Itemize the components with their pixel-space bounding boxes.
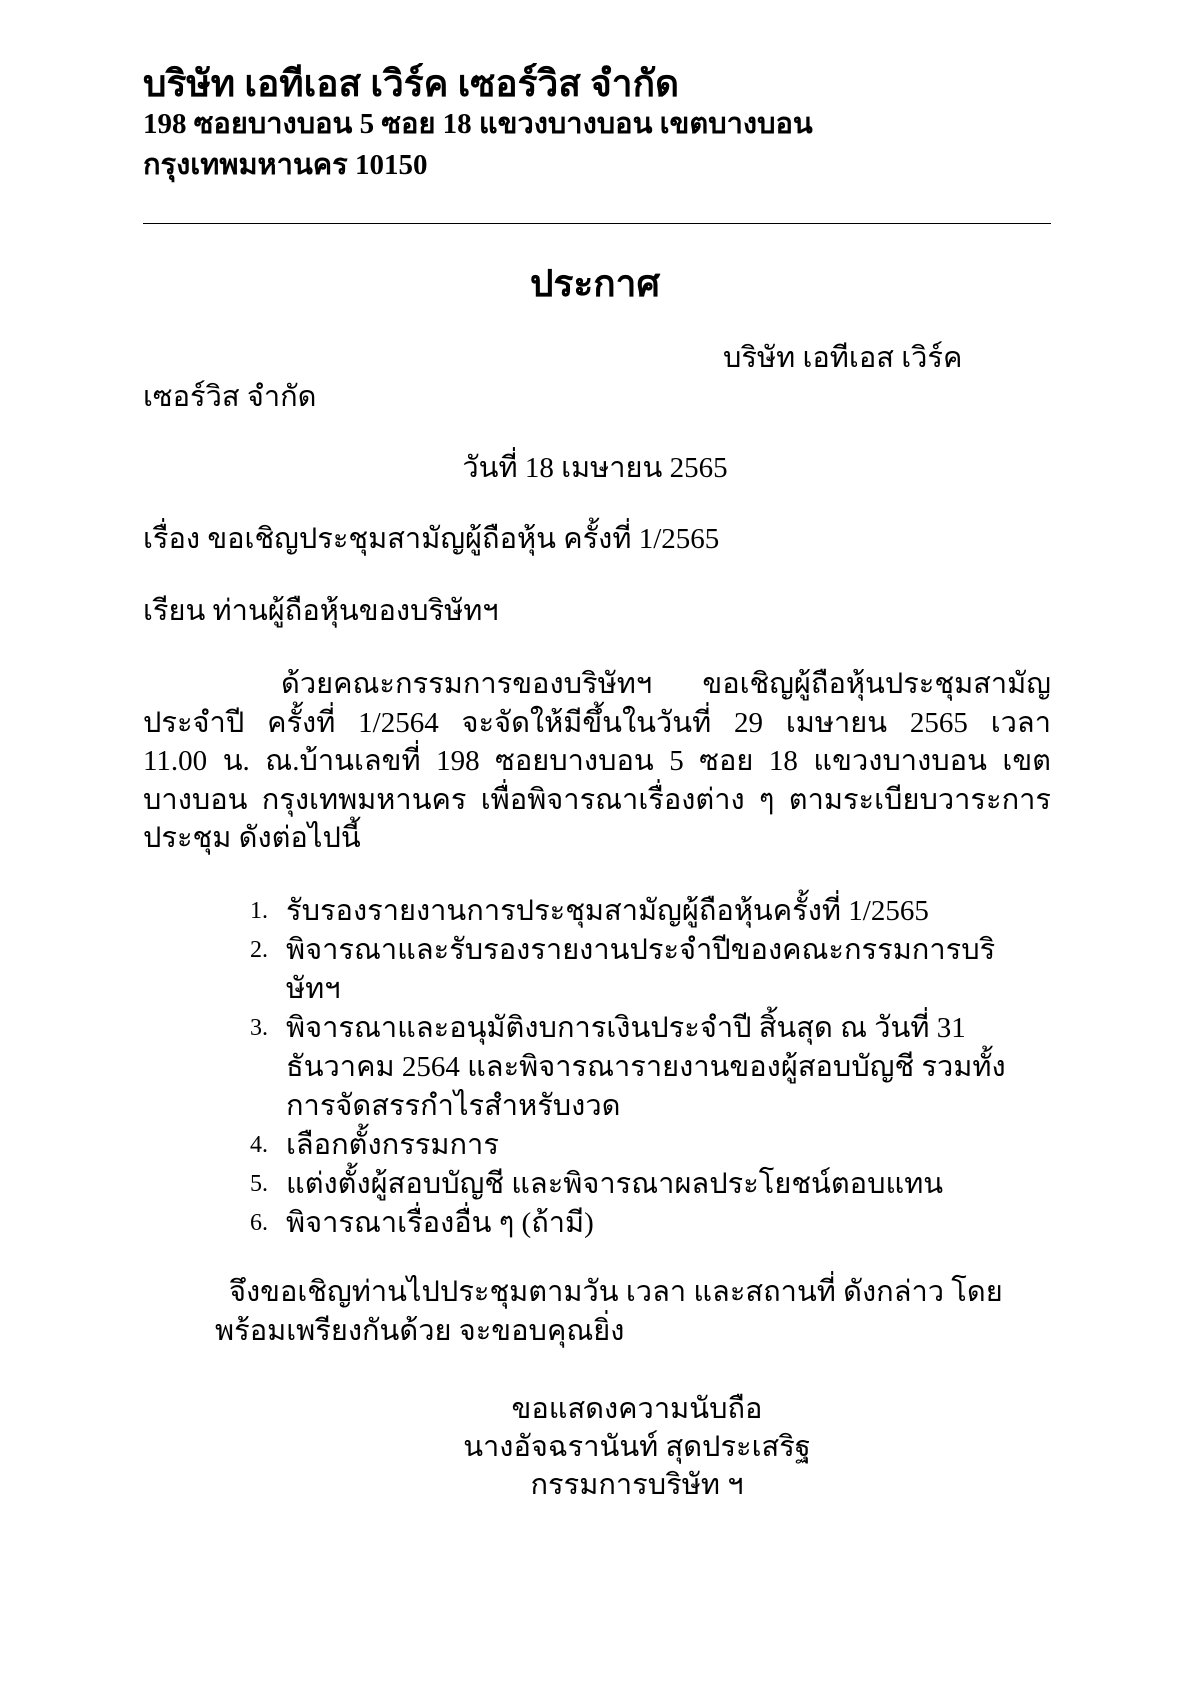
paragraph-line: บางบอน กรุงเทพมหานคร เพื่อพิจารณาเรื่องต่าง ๆ ตามระเบียบวาระการ — [143, 783, 1051, 816]
signatory-name: นางอัจฉรานันท์ สุดประเสริฐ — [463, 1431, 811, 1463]
paragraph-line: 11.00 น. ณ.บ้านเลขที่ 198 ซอยบางบอน 5 ซอย 18 แขวงบางบอน เขต — [143, 745, 1051, 777]
agenda-item-text: ธันวาคม 2564 และพิจารณารายงานของผู้สอบบัญชี รวมทั้ง — [286, 1051, 1006, 1083]
agenda-item-number: 4. — [250, 1132, 268, 1158]
closing-line: จึงขอเชิญท่านไปประชุมตามวัน เวลา และสถานที่ ดังกล่าว โดย — [229, 1276, 1003, 1308]
agenda-item — [250, 1165, 1030, 1204]
document-date: วันที่ 18 เมษายน 2565 — [462, 452, 728, 484]
agenda-item-number: 6. — [250, 1210, 268, 1236]
agenda-item — [250, 892, 1030, 931]
agenda-item — [250, 1009, 1030, 1126]
company-address-line2: กรุงเทพมหานคร 10150 — [143, 149, 428, 181]
agenda-item-text: พิจารณาเรื่องอื่น ๆ (ถ้ามี) — [286, 1207, 594, 1239]
issuer-line1: บริษัท เอทีเอส เวิร์ค — [723, 342, 963, 374]
closing-line: พร้อมเพรียงกันด้วย จะขอบคุณยิ่ง — [215, 1315, 625, 1347]
signatory-position: กรรมการบริษัท ฯ — [530, 1469, 744, 1501]
issuer-line2: เซอร์วิส จำกัด — [143, 381, 317, 413]
agenda-item-text: พิจารณาและรับรองรายงานประจำปีของคณะกรรมการบริ — [286, 934, 996, 966]
subject-line: เรื่อง ขอเชิญประชุมสามัญผู้ถือหุ้น ครั้งที่ 1/2565 — [143, 523, 720, 555]
agenda-item-text: แต่งตั้งผู้สอบบัญชี และพิจารณาผลประโยชน์ตอบแทน — [286, 1168, 944, 1200]
closing-paragraph — [215, 1273, 1045, 1351]
agenda-item-text: เลือกตั้งกรรมการ — [286, 1129, 499, 1161]
agenda-item-text: รับรองรายงานการประชุมสามัญผู้ถือหุ้นครั้งที่ 1/2565 — [286, 895, 929, 927]
agenda-item-text: การจัดสรรกำไรสำหรับงวด — [286, 1090, 621, 1122]
agenda-list — [250, 892, 1030, 1243]
agenda-item — [250, 1204, 1030, 1243]
company-address-line1: 198 ซอยบางบอน 5 ซอย 18 แขวงบางบอน เขตบางบอน — [143, 108, 813, 140]
agenda-item-number: 3. — [250, 1015, 268, 1041]
signature-regards: ขอแสดงความนับถือ — [511, 1393, 763, 1425]
company-name: บริษัท เอทีเอส เวิร์ค เซอร์วิส จำกัด — [143, 64, 679, 105]
salutation: เรียน ท่านผู้ถือหุ้นของบริษัทฯ — [143, 595, 499, 627]
agenda-item — [250, 1126, 1030, 1165]
agenda-item — [250, 931, 1030, 1009]
header-divider — [143, 223, 1051, 224]
paragraph-line: ประชุม ดังต่อไปนี้ — [143, 822, 361, 854]
agenda-item-number: 5. — [250, 1171, 268, 1197]
agenda-item-number: 1. — [250, 898, 268, 924]
paragraph-line: ด้วยคณะกรรมการของบริษัทฯ ขอเชิญผู้ถือหุ้นประชุมสามัญ — [281, 668, 1051, 700]
agenda-item-text: พิจารณาและอนุมัติงบการเงินประจำปี สิ้นสุด ณ วันที่ 31 — [286, 1012, 966, 1044]
paragraph-line: ประจำปี ครั้งที่ 1/2564 จะจัดให้มีขึ้นในวันที่ 29 เมษายน 2565 เวลา — [143, 706, 1051, 739]
agenda-item-number: 2. — [250, 937, 268, 963]
agenda-item-text: ษัทฯ — [286, 973, 341, 1005]
invitation-paragraph — [143, 665, 1051, 858]
document-title: ประกาศ — [530, 264, 660, 305]
